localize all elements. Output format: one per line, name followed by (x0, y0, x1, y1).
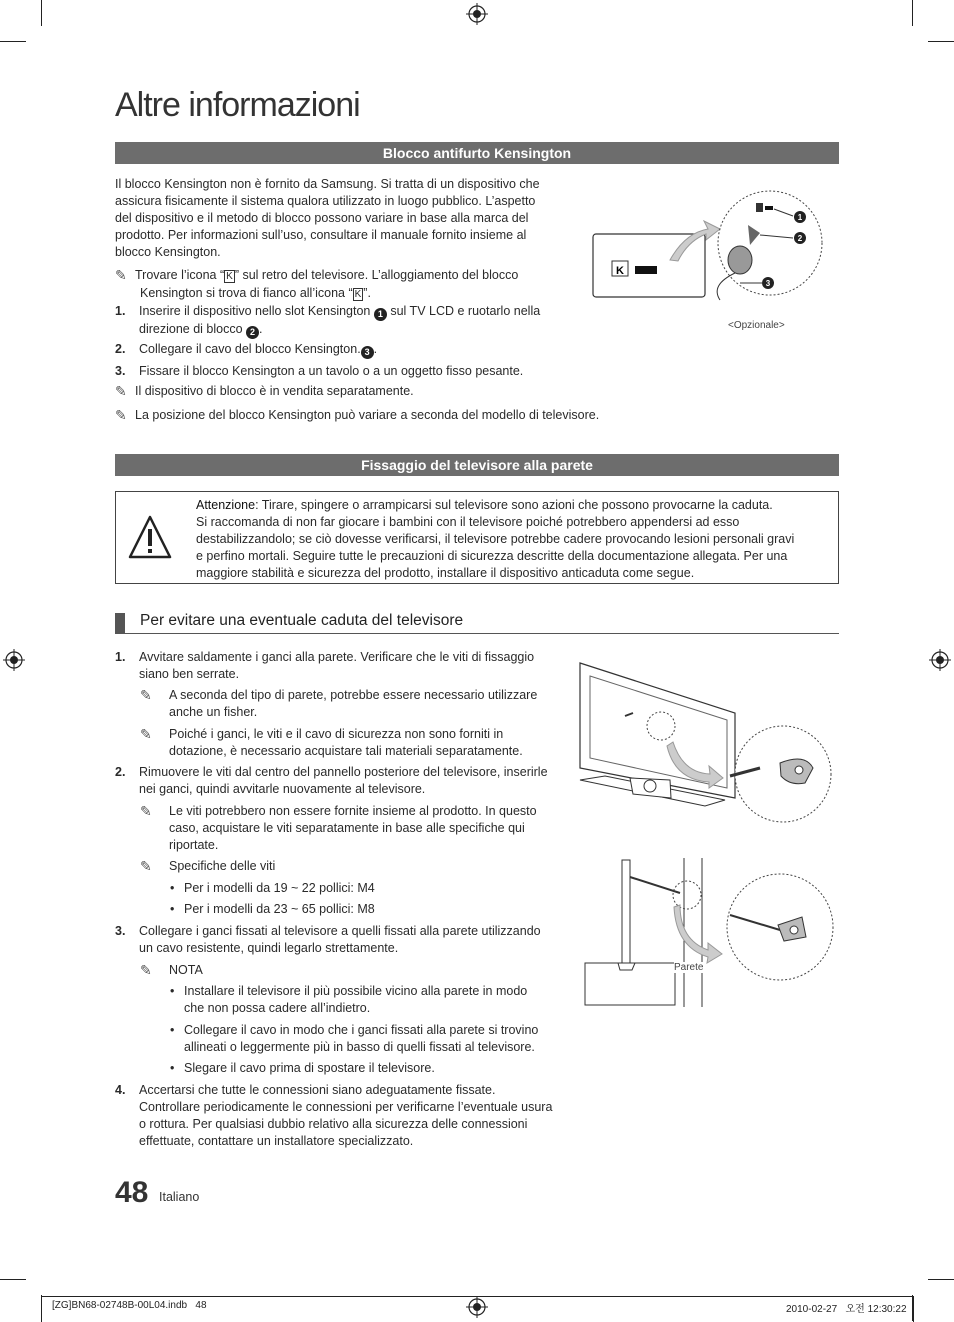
text: Slegare il cavo prima di spostare il televisore. (184, 1061, 435, 1075)
registration-mark-icon (3, 649, 25, 671)
text: Specifiche delle viti (169, 859, 276, 873)
note-kensington-icon (115, 267, 585, 303)
crop-mark (912, 0, 913, 26)
text: La posizione del blocco Kensington può variare a seconda del modello di televisore. (135, 408, 600, 422)
note (140, 726, 570, 760)
text-line: destabilizzandolo; se ciò dovesse verificarsi, il televisore potrebbe cadere provocando lesioni personali gravi (196, 532, 795, 546)
text: Per i modelli da 23 ~ 65 pollici: M8 (184, 902, 375, 916)
crop-mark (0, 1279, 26, 1280)
wall-cable-illustration (580, 855, 835, 1010)
page-title: Altre informazioni (115, 86, 360, 124)
note (140, 687, 570, 721)
pencil-note-icon: ✎ (140, 687, 152, 703)
text: Il dispositivo di blocco è in vendita separatamente. (135, 384, 414, 398)
warning-triangle-icon (128, 514, 172, 560)
text: NOTA (169, 963, 203, 977)
optional-label: <Opzionale> (728, 320, 785, 331)
step-number: 2. (115, 765, 126, 779)
warning-box (115, 491, 839, 584)
subsection-heading (115, 611, 839, 634)
text: Per i modelli da 19 ~ 22 pollici: M4 (184, 881, 375, 895)
step-number: 3. (115, 924, 126, 938)
step-number: 4. (115, 1083, 126, 1097)
text: Trovare l’icona “ (135, 268, 225, 282)
text: Poiché i ganci, le viti e il cavo di sicurezza non sono forniti in (169, 727, 504, 741)
text: Inserire il dispositivo nello slot Kensington (139, 304, 374, 318)
text: Accertarsi che tutte le connessioni siano adeguatamente fissate. (139, 1083, 496, 1097)
wall-step-3 (115, 923, 575, 957)
note-lock-position (115, 407, 599, 424)
text: Fissare il blocco Kensington a un tavolo o a un oggetto fisso pesante. (139, 364, 524, 378)
wall-step-2 (115, 764, 575, 798)
text: Avvitare saldamente i ganci alla parete. Verificare che le viti di fissaggio (139, 650, 535, 664)
footer-file: [ZG]BN68-02748B-00L04.indb 48 (52, 1300, 207, 1311)
text-line: assicura fisicamente il sistema qualora utilizzato in luogo pubblico. L’aspetto (115, 194, 536, 208)
list-item: • Slegare il cavo prima di spostare il televisore. (170, 1061, 435, 1075)
pencil-note-icon: ✎ (115, 267, 127, 283)
text: sul TV LCD e ruotarlo nella (386, 304, 541, 318)
text-line: siano ben serrate. (139, 667, 240, 681)
text: ”. (363, 286, 371, 300)
pencil-note-icon: ✎ (140, 726, 152, 742)
section-heading-kensington: Blocco antifurto Kensington (115, 142, 839, 164)
note (140, 962, 203, 979)
callout-badge: 1 (374, 308, 387, 321)
crop-mark (928, 1279, 954, 1280)
kensington-step-1 (115, 303, 585, 339)
list-item: • Installare il televisore il più possibile vicino alla parete in modo che non possa cadere all’indietro. (170, 983, 570, 1017)
text-line: riportate. (169, 838, 219, 852)
text: . (373, 342, 378, 356)
step-number: 1. (115, 304, 126, 318)
text: A seconda del tipo di parete, potrebbe essere necessario utilizzare (169, 688, 538, 702)
page-number: 48 (115, 1176, 149, 1209)
pencil-note-icon: ✎ (140, 803, 152, 819)
text: Collegare il cavo del blocco Kensington. (139, 342, 361, 356)
note (140, 803, 570, 854)
crop-mark (41, 0, 42, 26)
text: Per evitare una eventuale caduta del televisore (140, 612, 464, 629)
pencil-note-icon: ✎ (140, 962, 152, 978)
note-lock-sold-separately (115, 383, 414, 400)
warning-label: Attenzione (196, 498, 256, 512)
text: Kensington si trova di fianco all’icona “ (140, 286, 353, 300)
text-line: nei ganci, quindi avvitarle nuovamente al televisore. (139, 782, 426, 796)
text: : Tirare, spingere o arrampicarsi sul televisore sono azioni che possono provocarne la caduta. (255, 498, 773, 512)
text-line: o rottura. Per qualsiasi dubbio relativo alla sicurezza delle connessioni (139, 1117, 528, 1131)
crop-mark (0, 41, 26, 42)
text: Installare il televisore il più possibile vicino alla parete in modo (184, 984, 528, 998)
pencil-note-icon: ✎ (115, 407, 127, 423)
list-item: • Collegare il cavo in modo che i ganci fissati alla parete si trovino allineati o leggermente più in basso di quelli fissati al televisore. (170, 1022, 570, 1056)
text-line: effettuate, contattare un installatore specializzato. (139, 1134, 414, 1148)
text: ” sul retro del televisore. L’alloggiamento del blocco (234, 268, 519, 282)
note (140, 858, 275, 875)
footer-date: 2010-02-27 오전 12:30:22 (786, 1304, 907, 1315)
text-line: che non possa cadere all’indietro. (184, 1001, 371, 1015)
text: Le viti potrebbero non essere fornite insieme al prodotto. In questo (169, 804, 537, 818)
step-number: 3. (115, 364, 126, 378)
text-line: Controllare periodicamente le connessioni per verificarne l’eventuale usura (139, 1100, 553, 1114)
wall-step-1 (115, 649, 565, 683)
language-label: Italiano (159, 1190, 200, 1204)
text-line: dotazione, è necessario acquistare tali materiali separatamente. (169, 744, 523, 758)
text: Collegare il cavo in modo che i ganci fissati alla parete si trovino (184, 1023, 539, 1037)
text-line: del dispositivo e il metodo di blocco possono variare in base alla marca del (115, 211, 529, 225)
wall-label: Parete (674, 962, 704, 973)
step-number: 1. (115, 650, 126, 664)
pencil-note-icon: ✎ (140, 858, 152, 874)
text: direzione di blocco (139, 322, 247, 336)
text-line: anche un fisher. (169, 705, 258, 719)
text-line: prodotto. Per informazioni sull’uso, consultare il manuale fornito insieme al (115, 228, 527, 242)
callout-badge: 2 (246, 326, 259, 339)
text: Rimuovere le viti dal centro del pannello posteriore del televisore, inserirle (139, 765, 548, 779)
list-item: • Per i modelli da 19 ~ 22 pollici: M4 (170, 881, 375, 895)
wall-step-4 (115, 1082, 575, 1150)
callout-badge: 3 (361, 346, 374, 359)
list-item: • Per i modelli da 23 ~ 65 pollici: M8 (170, 902, 375, 916)
step-number: 2. (115, 342, 126, 356)
kensington-intro (115, 176, 575, 261)
k-icon-label: K (616, 265, 624, 277)
text: Collegare i ganci fissati al televisore a quelli fissati alla parete utilizzando (139, 924, 541, 938)
text-line: maggiore stabilità e sicurezza del prodotto, installare il dispositivo anticaduta come segue. (196, 566, 695, 580)
text-line: blocco Kensington. (115, 245, 221, 259)
callout-badge: 2 (797, 234, 803, 243)
kensington-lock-illustration (590, 185, 830, 320)
kensington-lock-icon: K (354, 289, 362, 300)
text-line: caso, acquistare le viti separatamente in base alle specifiche qui (169, 821, 525, 835)
registration-mark-icon (929, 649, 951, 671)
callout-badge: 1 (797, 213, 803, 222)
kensington-step-3 (115, 363, 523, 380)
text-line: un cavo resistente, quindi legarlo strettamente. (139, 941, 399, 955)
crop-mark (928, 41, 954, 42)
tv-rear-hook-illustration (575, 658, 835, 828)
callout-badge: 3 (765, 279, 771, 288)
pencil-note-icon: ✎ (115, 383, 127, 399)
kensington-lock-icon: K (226, 271, 233, 282)
kensington-step-2 (115, 341, 377, 359)
text-line: allineati o leggermente più in basso di quelli fissati al televisore. (184, 1040, 535, 1054)
section-heading-wall-mount: Fissaggio del televisore alla parete (115, 454, 839, 476)
text: . (259, 322, 263, 336)
registration-mark-icon (466, 3, 488, 25)
text-line: Il blocco Kensington non è fornito da Samsung. Si tratta di un dispositivo che (115, 177, 540, 191)
text-line: e perfino mortali. Seguire tutte le precauzioni di sicurezza descritte della documentazione allegata. Per una (196, 549, 788, 563)
text-line: Si raccomanda di non far giocare i bambini con il televisore poiché potrebbero appendersi ad esso (196, 515, 740, 529)
